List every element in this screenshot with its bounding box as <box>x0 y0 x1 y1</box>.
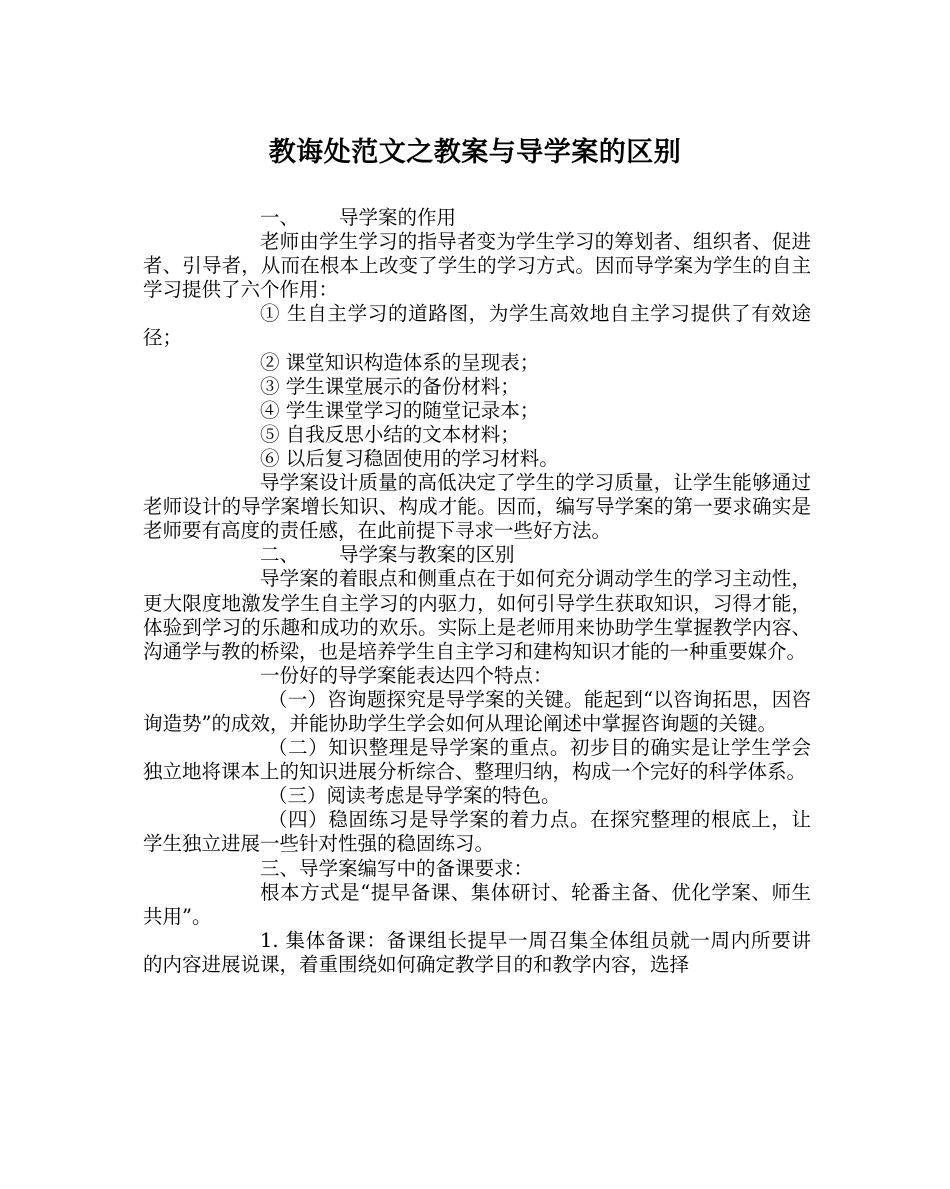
section-3-heading: 三、导学案编写中的备课要求： <box>260 856 534 880</box>
section-1-title: 导学案的作用 <box>339 206 457 229</box>
section-2-heading <box>143 543 811 567</box>
section-1-item-5: ⑤ 自我反思小结的文本材料； <box>260 422 520 446</box>
section-1-heading <box>143 206 811 230</box>
section-1-item-2: ② 课堂知识构造体系的呈现表； <box>260 350 540 374</box>
section-1-number: 一、 <box>260 206 300 229</box>
section-1-closing: 导学案设计质量的高低决定了学生的学习质量，让学生能够通过老师设计的导学案增长知识、构成才能。因而，编写导学案的第一要求确实是老师要有高度的责任感，在此前提下寻求一些好方法。 <box>143 471 811 543</box>
section-1-item-4: ④ 学生课堂学习的随堂记录本； <box>260 398 540 422</box>
section-1-item-6: ⑥ 以后复习稳固使用的学习材料。 <box>260 446 559 470</box>
section-3-paragraph-2: 1. 集体备课：备课组长提早一周召集全体组员就一周内所要讲的内容进展说课，着重围绕如何确定教学目的和教学内容，选择 <box>143 928 811 976</box>
section-2-paragraph-1: 导学案的着眼点和侧重点在于如何充分调动学生的学习主动性，更大限度地激发学生自主学习的内驱力，如何引导学生获取知识，习得才能，体验到学习的乐趣和成功的欢乐。实际上是老师用来协助学生掌握教学内容、沟通学与教的桥梁，也是培养学生自主学习和建构知识才能的一种重要媒介。 <box>143 567 811 663</box>
section-2-point-2: （二）知识整理是导学案的重点。初步目的确实是让学生学会独立地将课本上的知识进展分析综合、整理归纳，构成一个完好的科学体系。 <box>143 736 811 784</box>
section-1-item-1: ① 生自主学习的道路图，为学生高效地自主学习提供了有效途径； <box>143 302 811 350</box>
section-2-title: 导学案与教案的区别 <box>339 543 515 567</box>
section-1-intro: 老师由学生学习的指导者变为学生学习的筹划者、组织者、促进者、引导者，从而在根本上改变了学生的学习方式。因而导学案为学生的自主学习提供了六个作用： <box>143 230 811 302</box>
section-2-point-3: （三）阅读考虑是导学案的特色。 <box>268 784 561 808</box>
section-2-number: 二、 <box>260 543 300 567</box>
section-3-paragraph-1: 根本方式是“提早备课、集体研讨、轮番主备、优化学案、师生共用”。 <box>143 880 811 928</box>
document-body <box>143 206 811 977</box>
document-title: 教诲处范文之教案与导学案的区别 <box>268 137 682 168</box>
section-2-point-1: （一）咨询题探究是导学案的关键。能起到“以咨询拓思，因咨询造势”的成效，并能协助学生学会如何从理论阐述中掌握咨询题的关键。 <box>143 687 811 735</box>
section-2-paragraph-2: 一份好的导学案能表达四个特点： <box>260 663 553 687</box>
section-1-item-3: ③ 学生课堂展示的备份材料； <box>260 374 520 398</box>
section-2-point-4: （四）稳固练习是导学案的着力点。在探究整理的根底上，让学生独立进展一些针对性强的稳固练习。 <box>143 808 811 856</box>
